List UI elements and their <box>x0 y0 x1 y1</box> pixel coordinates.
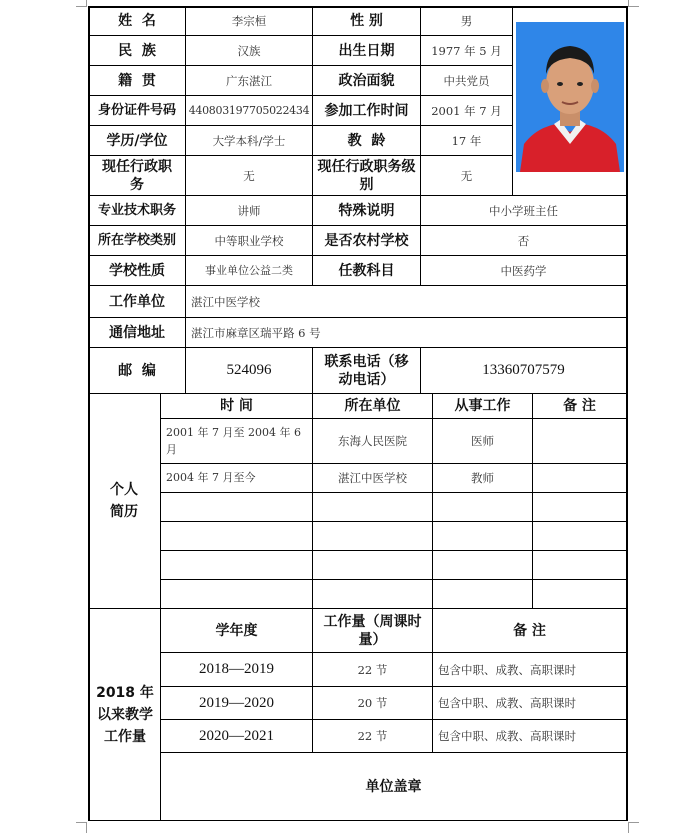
resume-row-2-unit: 湛江中医学校 <box>338 471 407 485</box>
resume-row-1-unit: 东海人民医院 <box>338 434 407 448</box>
education-label: 学历/学位 <box>106 132 168 149</box>
resume-row-2-job: 教师 <box>471 471 494 485</box>
school-type-value: 中等职业学校 <box>214 233 284 248</box>
postcode-label: 邮 编 <box>118 362 156 379</box>
name-value: 李宗桓 <box>231 14 267 28</box>
workload-row-3-remark: 包含中职、成教、高职课时 <box>438 729 576 743</box>
id-label: 身份证件号码 <box>97 102 176 118</box>
portrait-photo <box>516 22 624 172</box>
crop-mark-bottom-right <box>628 822 639 833</box>
resume-row-2-time: 2004 年 7 月至今 <box>166 471 256 484</box>
gender-value: 男 <box>460 14 473 28</box>
admin-level-label: 现任行政职务级 别 <box>317 158 416 193</box>
address-value: 湛江市麻章区瑞平路 6 号 <box>191 325 321 340</box>
phone-label: 联系电话（移动电话） <box>324 353 409 388</box>
workstart-label: 参加工作时间 <box>324 102 409 119</box>
workload-header-hours: 工作量（周课时量） <box>323 613 422 648</box>
special-value: 中小学班主任 <box>489 203 558 218</box>
workload-row-1-year: 2018—2019 <box>199 661 274 677</box>
teaching-years-value: 17 年 <box>451 133 482 148</box>
admin-level-value: 无 <box>460 168 473 183</box>
teaching-years-label: 教 龄 <box>347 132 386 149</box>
workload-row-2-hours: 20 节 <box>357 696 388 710</box>
workload-section-label: 2018 年以来教学工作量 <box>96 684 154 745</box>
postcode-value: 524096 <box>226 362 272 378</box>
workload-row-2-remark: 包含中职、成教、高职课时 <box>438 696 576 710</box>
birth-label: 出生日期 <box>338 42 395 59</box>
resume-section-label: 个人简历 <box>110 482 138 520</box>
person-portrait-icon <box>516 22 624 172</box>
resume-row-1-time: 2001 年 7 月至 2004 年 6 月 <box>166 426 301 456</box>
workload-row-3-hours: 22 节 <box>357 729 388 743</box>
name-label: 姓 名 <box>118 13 156 29</box>
tech-post-value: 讲师 <box>237 203 261 218</box>
origin-label: 籍 贯 <box>118 72 156 89</box>
education-value: 大学本科/学士 <box>212 133 286 148</box>
employer-value: 湛江中医学校 <box>191 294 260 309</box>
workstart-value: 2001 年 7 月 <box>431 103 502 118</box>
workload-row-3-year: 2020—2021 <box>199 727 274 744</box>
workload-header-remark: 备 注 <box>513 622 546 639</box>
subject-label: 任教科目 <box>338 262 395 279</box>
resume-row-1-job: 医师 <box>471 434 494 448</box>
school-nature-label: 学校性质 <box>109 262 165 279</box>
subject-value: 中医药学 <box>500 263 547 278</box>
workload-row-1-hours: 22 节 <box>357 662 388 677</box>
workload-header-year: 学年度 <box>215 622 258 639</box>
school-type-label: 所在学校类别 <box>97 232 176 248</box>
ethnicity-value: 汉族 <box>237 43 261 58</box>
resume-header-job: 从事工作 <box>454 398 511 414</box>
workload-row-1-remark: 包含中职、成教、高职课时 <box>438 662 576 677</box>
gender-label: 性 别 <box>350 13 383 29</box>
employer-label: 工作单位 <box>109 293 165 310</box>
school-nature-value: 事业单位公益二类 <box>205 263 293 277</box>
special-label: 特殊说明 <box>338 202 395 219</box>
tech-post-label: 专业技术职务 <box>97 202 176 218</box>
resume-header-remark: 备 注 <box>563 398 596 414</box>
unit-seal-label: 单位盖章 <box>365 778 422 795</box>
rural-label: 是否农村学校 <box>324 232 409 249</box>
admin-post-label: 现任行政职务 <box>102 158 172 193</box>
birth-value: 1977 年 5 月 <box>431 43 502 58</box>
political-value: 中共党员 <box>443 73 490 88</box>
rural-value: 否 <box>517 233 530 248</box>
resume-row-1-remark <box>533 419 626 463</box>
workload-row-2-year: 2019—2020 <box>199 694 274 711</box>
resume-header-unit: 所在单位 <box>344 398 401 414</box>
resume-header-time: 时 间 <box>220 398 253 414</box>
admin-post-value: 无 <box>243 168 255 183</box>
address-label: 通信地址 <box>109 324 165 341</box>
political-label: 政治面貌 <box>338 72 395 89</box>
crop-mark-top-left <box>76 0 87 7</box>
ethnicity-label: 民 族 <box>118 42 156 59</box>
origin-value: 广东湛江 <box>226 73 272 88</box>
crop-mark-bottom-left <box>76 822 87 833</box>
resume-row-2-remark <box>533 464 626 492</box>
phone-value: 13360707579 <box>482 362 565 378</box>
crop-mark-top-right <box>628 0 639 7</box>
id-value: 440803197705022434 <box>188 103 310 117</box>
